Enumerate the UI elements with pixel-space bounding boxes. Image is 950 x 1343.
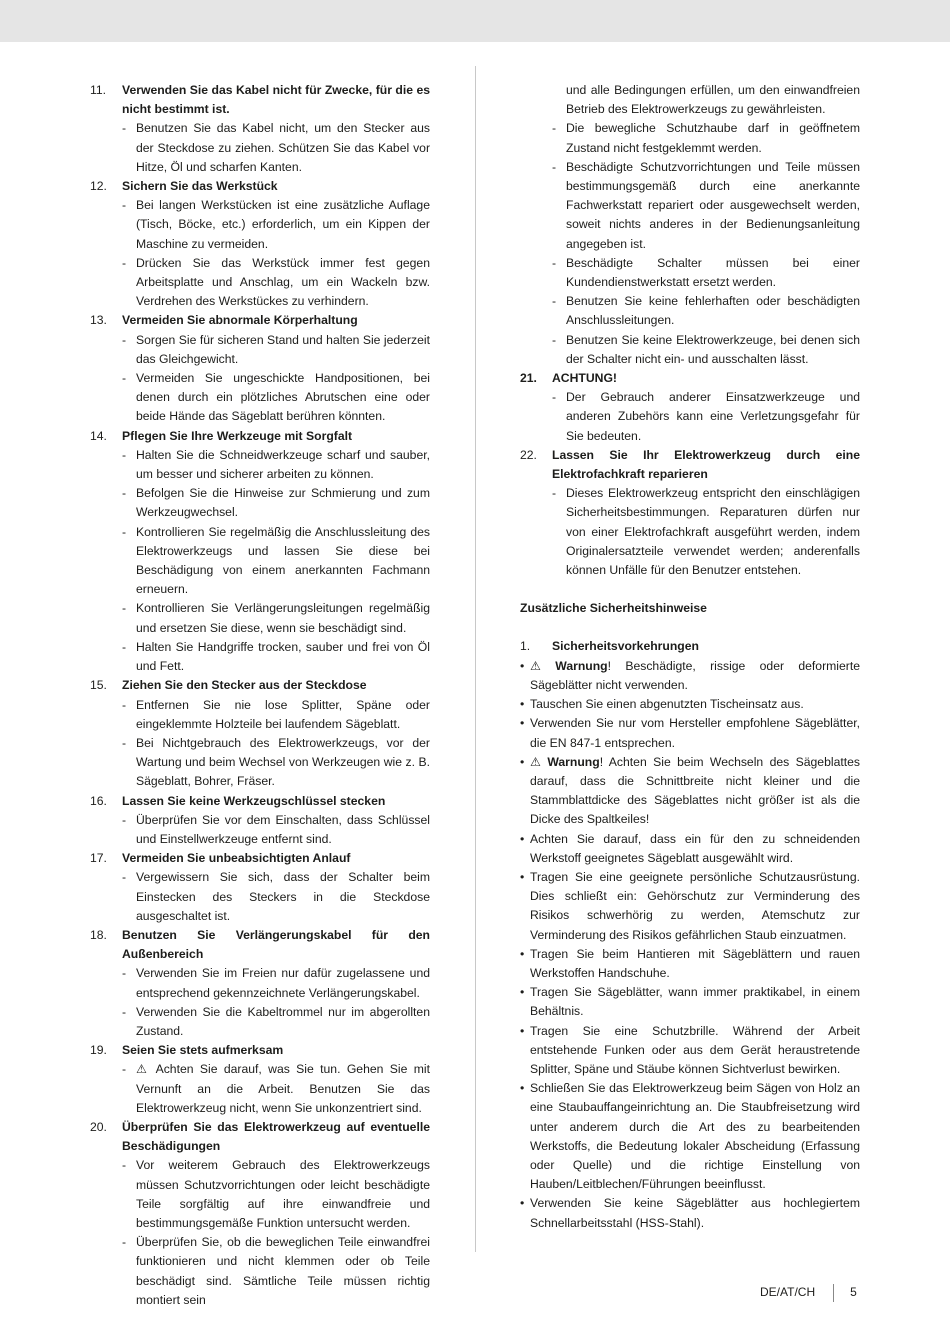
- bullet-dot: •: [520, 985, 525, 1000]
- bullet-text: Verwenden Sie keine Sägeblätter aus hochlegiertem Schnellarbeitsstahl (HSS-Stahl).: [530, 1196, 860, 1230]
- left-column: [90, 81, 430, 1310]
- item-title: Verwenden Sie das Kabel nicht für Zwecke, für die es nicht bestimmt ist.: [122, 83, 430, 117]
- list-item: 16. Lassen Sie keine Werkzeugschlüssel stecken - Überprüfen Sie vor dem Einschalten, dass Schlüssel und Einstellwerkzeuge entfernt sind.: [90, 792, 430, 850]
- sub-item: Verwenden Sie die Kabeltrommel nur im abgerollten Zustand.: [136, 1004, 430, 1038]
- bullet-text: ! Achten Sie beim Wechseln des Sägeblattes darauf, dass die Schnittbreite nicht kleiner und die Stammblattdicke des Sägeblattes nicht größer ist als die Dicke des Spaltkeiles!: [530, 754, 860, 827]
- bullet-text: Verwenden Sie nur vom Hersteller empfohlene Sägeblätter, die EN 847-1 entsprechen.: [530, 716, 860, 750]
- column-divider: [475, 66, 476, 1252]
- item-title: Ziehen Sie den Stecker aus der Steckdose: [122, 678, 367, 693]
- bullet-dot: •: [520, 869, 525, 884]
- item-number: 22.: [520, 447, 537, 462]
- list-item: 15. Ziehen Sie den Stecker aus der Steckdose - Entfernen Sie nie lose Splitter, Späne oder eingeklemmte Holzteile bei laufendem Sägeblatt. - Bei Nichtgebrauch des Elektrowerkzeugs, vor der Wartung und beim Wechsel von Werkzeugen wie z. B. Sägeblatt, Bohrer, Fräser.: [90, 676, 430, 791]
- sub-item: Kontrollieren Sie regelmäßig die Anschlussleitung des Elektrowerkzeugs und lassen Sie diese bei Beschädigung von einem anerkannten Fachmann erneuern.: [136, 524, 430, 597]
- sub-item: Sorgen Sie für sicheren Stand und halten Sie jederzeit das Gleichgewicht.: [136, 332, 430, 366]
- bullet-text: ! Beschädigte, rissige oder deformierte Sägeblätter nicht verwenden.: [530, 658, 860, 692]
- item-title: Benutzen Sie Verlängerungskabel für den Außenbereich: [122, 927, 430, 962]
- item-number: 19.: [90, 1043, 107, 1058]
- item-number: 11.: [90, 83, 107, 97]
- sub-item: Dieses Elektrowerkzeug entspricht den einschlägigen Sicherheitsbestimmungen. Reparaturen dürfen nur von einer Elektrofachkraft ausgeführt werden, indem Originalersatzteile verwendet werden; anderenfalls können Unfälle für den Benutzer entstehen.: [566, 486, 860, 578]
- continued-text: und alle Bedingungen erfüllen, um den einwandfreien Betrieb des Elektrowerkzeugs zu gewährleisten.: [566, 83, 860, 117]
- warning-word: Warnung: [547, 754, 600, 769]
- bullet-text: Tragen Sie eine geeignete persönliche Schutzausrüstung. Dies schließt ein: Gehörschutz zur Verminderung des Risikos schwerhörig zu werden, Atemschutz zur Verminderung des Risikos gefährlichen Staub einzuatmen.: [530, 869, 860, 942]
- footer-divider: [833, 1284, 834, 1302]
- sub-item: Bei langen Werkstücken ist eine zusätzliche Auflage (Tisch, Böcke, etc.) erforderlich, um ein Kippen der Maschine zu vermeiden.: [136, 198, 430, 251]
- bullet-text: Tragen Sie eine Schutzbrille. Während der Arbeit entstehende Funken oder aus dem Gerät heraustretende Splitter, Späne und Stäube können Sichtverlust bewirken.: [530, 1023, 860, 1076]
- list-item: 19. Seien Sie stets aufmerksam - ⚠ Achten Sie darauf, was Sie tun. Gehen Sie mit Vernunft an die Arbeit. Benutzen Sie das Elektrowerkzeug nicht, wenn Sie unkonzentriert sind.: [90, 1041, 430, 1118]
- bullet-text: Tragen Sie Sägeblätter, wann immer praktikabel, in einem Behältnis.: [530, 985, 860, 1019]
- sub-item: Die bewegliche Schutzhaube darf in geöffnetem Zustand nicht festgeklemmt werden.: [566, 121, 860, 155]
- item-title: ACHTUNG!: [552, 371, 617, 386]
- item-title: Sicherheitsvorkehrungen: [552, 639, 699, 654]
- bullet-dot: •: [520, 831, 525, 846]
- list-item: 12. Sichern Sie das Werkstück - Bei langen Werkstücken ist eine zusätzliche Auflage (Tisch, Böcke, etc.) erforderlich, um ein Kippen der Maschine zu vermeiden. - Drücken Sie das Werkstück immer fest gegen Arbeitsplatte und Anschlag, um ein Wackeln bzw. Verdrehen des Werkstückes zu verhindern.: [90, 177, 430, 311]
- sub-item: Benutzen Sie keine fehlerhaften oder beschädigten Anschlussleitungen.: [566, 294, 860, 328]
- sub-item: Drücken Sie das Werkstück immer fest gegen Arbeitsplatte und Anschlag, um ein Wackeln bzw. Verdrehen des Werkstückes zu verhindern.: [136, 255, 430, 309]
- list-item: [520, 657, 860, 695]
- list-item: [520, 830, 860, 868]
- sub-item: Überprüfen Sie vor dem Einschalten, dass Schlüssel und Einstellwerkzeuge entfernt sind.: [136, 812, 430, 846]
- list-item: [520, 983, 860, 1021]
- sub-item: Vermeiden Sie ungeschickte Handpositionen, bei denen durch ein plötzliches Abrutschen eine oder beide Hände das Sägeblatt berühren könnten.: [136, 371, 430, 424]
- sub-item: ⚠ Achten Sie darauf, was Sie tun. Gehen Sie mit Vernunft an die Arbeit. Benutzen Sie das Elektrowerkzeug nicht, wenn Sie unkonzentriert sind.: [136, 1062, 430, 1115]
- bullet-list: [520, 657, 860, 1233]
- list-item: [520, 695, 860, 714]
- warning-word: Warnung: [555, 658, 608, 673]
- bullet-dot: •: [520, 1023, 525, 1038]
- list-item: 17. Vermeiden Sie unbeabsichtigten Anlauf - Vergewissern Sie sich, dass der Schalter beim Einstecken des Steckers in die Steckdose ausgeschaltet ist.: [90, 849, 430, 926]
- sub-item: Vor weiterem Gebrauch des Elektrowerkzeugs müssen Schutzvorrichtungen oder leicht beschädigte Teile sorgfältig auf ihre einwandfreie und bestimmungsgemäße Funktion untersucht werden.: [136, 1158, 430, 1230]
- bullet-text: Tragen Sie beim Hantieren mit Sägeblättern und rauen Werkstoffen Handschuhe.: [530, 946, 860, 980]
- bullet-text: Achten Sie darauf, dass ein für den zu schneidenden Werkstoff geeignetes Sägeblatt ausgewählt wird.: [530, 831, 860, 865]
- item-number: 17.: [90, 851, 107, 866]
- list-item: [520, 1079, 860, 1194]
- list-item: 21. ACHTUNG! - Der Gebrauch anderer Einsatzwerkzeuge und anderen Zubehörs kann eine Verletzungsgefahr für Sie bedeuten.: [520, 369, 860, 446]
- item-title: Sichern Sie das Werkstück: [122, 179, 278, 194]
- warning-icon: ⚠: [530, 754, 541, 769]
- item-number: 13.: [90, 313, 107, 328]
- item-number: 16.: [90, 793, 107, 808]
- page-footer: [760, 1283, 857, 1303]
- sub-item: Beschädigte Schalter müssen bei einer Kundendienstwerkstatt ersetzt werden.: [566, 255, 860, 290]
- item-title: Vermeiden Sie abnormale Körperhaltung: [122, 313, 358, 328]
- list-item: 18. Benutzen Sie Verlängerungskabel für den Außenbereich - Verwenden Sie im Freien nur dafür zugelassene und entsprechend gekennzeichnete Verlängerungskabel. - Verwenden Sie die Kabeltrommel nur im abgerollten Zustand.: [90, 926, 430, 1041]
- list-item: 13. Vermeiden Sie abnormale Körperhaltung - Sorgen Sie für sicheren Stand und halten Sie jederzeit das Gleichgewicht. - Vermeiden Sie ungeschickte Handpositionen, bei denen durch ein plötzliches Abrutschen eine oder beide Hände das Sägeblatt berühren könnten.: [90, 311, 430, 426]
- list-item: 20. Überprüfen Sie das Elektrowerkzeug auf eventuelle Beschädigungen - Vor weiterem Gebrauch des Elektrowerkzeugs müssen Schutzvorrichtungen oder leicht beschädigte Teile sorgfältig auf ihre einwandfreie und bestimmungsgemäße Funktion untersucht werden. - Überprüfen Sie, ob die beweglichen Teile einwandfrei funktionieren und nicht klemmen oder ob Teile beschädigt sind. Sämtliche Teile müssen richtig montiert sein: [90, 1118, 430, 1310]
- bullet-dot: •: [520, 1081, 525, 1096]
- list-item: 22. Lassen Sie Ihr Elektrowerkzeug durch eine Elektrofachkraft reparieren - Dieses Elektrowerkzeug entspricht den einschlägigen Sicherheitsbestimmungen. Reparaturen dürfen nur von einer Elektrofachkraft ausgeführt werden, indem Originalersatzteile verwendet werden; anderenfalls können Unfälle für den Benutzer entstehen.: [520, 446, 860, 580]
- item-title: Lassen Sie Ihr Elektrowerkzeug durch eine Elektrofachkraft reparieren: [552, 447, 860, 482]
- item-number: 1.: [520, 639, 531, 654]
- list-item: 14. Pflegen Sie Ihre Werkzeuge mit Sorgfalt - Halten Sie die Schneidwerkzeuge scharf und sauber, um besser und sicherer arbeiten zu können. - Befolgen Sie die Hinweise zur Schmierung und zum Werkzeugwechsel. - Kontrollieren Sie regelmäßig die Anschlussleitung des Elektrowerkzeugs und lassen Sie diese bei Beschädigung von einem anerkannten Fachmann erneuern. - Kontrollieren Sie Verlängerungsleitungen regelmäßig und ersetzen Sie diese, wenn sie beschädigt sind. - Halten Sie Handgriffe trocken, sauber und frei von Öl und Fett.: [90, 427, 430, 677]
- item-title: Lassen Sie keine Werkzeugschlüssel stecken: [122, 793, 386, 808]
- warning-icon: ⚠: [530, 658, 541, 673]
- list-item: [520, 945, 860, 983]
- sub-item: Halten Sie die Schneidwerkzeuge scharf und sauber, um besser und sicherer arbeiten zu können.: [136, 447, 430, 482]
- sub-item: Entfernen Sie nie lose Splitter, Späne oder eingeklemmte Holzteile bei laufendem Sägeblatt.: [136, 697, 430, 731]
- bullet-dot: •: [520, 658, 525, 673]
- sub-item: Beschädigte Schutzvorrichtungen und Teile müssen bestimmungsgemäß durch eine anerkannte Fachwerkstatt repariert oder ausgewechselt werden, soweit nichts anderes in der Bedienungsanleitung angegeben ist.: [566, 159, 860, 251]
- bullet-text: Tauschen Sie einen abgenutzten Tischeinsatz aus.: [530, 697, 804, 712]
- warning-label: [530, 659, 608, 673]
- list-item: [520, 714, 860, 752]
- sub-item: Benutzen Sie keine Elektrowerkzeuge, bei denen sich der Schalter nicht ein- und ausschalten lässt.: [566, 332, 860, 366]
- item-number: 15.: [90, 678, 107, 693]
- sub-item: Halten Sie Handgriffe trocken, sauber und frei von Öl und Fett.: [136, 639, 430, 674]
- bullet-dot: •: [520, 697, 525, 712]
- top-bar: [0, 0, 950, 42]
- list-item: [520, 1194, 860, 1232]
- item-title: Pflegen Sie Ihre Werkzeuge mit Sorgfalt: [122, 428, 353, 443]
- list-item: [520, 753, 860, 830]
- sub-item: Überprüfen Sie, ob die beweglichen Teile einwandfrei funktionieren und nicht klemmen oder ob Teile beschädigt sind. Sämtliche Teile müssen richtig montiert sein: [136, 1235, 430, 1307]
- sub-item: Bei Nichtgebrauch des Elektrowerkzeugs, vor der Wartung und beim Wechsel von Werkzeugen wie z. B. Sägeblatt, Bohrer, Fräser.: [136, 735, 430, 789]
- sub-item: Kontrollieren Sie Verlängerungsleitungen regelmäßig und ersetzen Sie diese, wenn sie beschädigt sind.: [136, 601, 430, 635]
- item-number: 21.: [520, 371, 537, 386]
- locale-label: DE/AT/CH: [760, 1285, 816, 1300]
- sub-item: Der Gebrauch anderer Einsatzwerkzeuge und anderen Zubehörs kann eine Verletzungsgefahr für Sie bedeuten.: [566, 390, 860, 443]
- list-item: 11. Verwenden Sie das Kabel nicht für Zwecke, für die es nicht bestimmt ist. - Benutzen Sie das Kabel nicht, um den Stecker aus der Steckdose zu ziehen. Schützen Sie das Kabel vor Hitze, Öl und scharfen Kanten.: [90, 81, 430, 177]
- right-column: und alle Bedingungen erfüllen, um den einwandfreien Betrieb des Elektrowerkzeugs zu gewährleisten. - Die bewegliche Schutzhaube darf in geöffnetem Zustand nicht festgeklemmt werden. - Beschädigte Schutzvorrichtungen und Teile müssen bestimmungsgemäß durch eine anerkannte Fachwerkstatt repariert oder ausgewechselt werden, soweit nichts anderes in der Bedienungsanleitung angegeben ist. - Beschädigte Schalter müssen bei einer Kundendienstwerkstatt ersetzt werden. - Benutzen Sie keine fehlerhaften oder beschädigten Anschlussleitungen. - Benutzen Sie keine Elektrowerkzeuge, bei denen sich der Schalter nicht ein- und ausschalten lässt. 21. ACHTUNG! - Der Gebrauch anderer Einsatzwerkzeuge und anderen Zubehörs kann eine Verletzungsgefahr für Sie bedeuten. 22. Lassen Sie Ihr Elektrowerkzeug durch eine Elektrofachkraft reparieren - Dieses Elektrowerkzeug entspricht den einschlägigen Sicherheitsbestimmungen. Reparaturen dürfen nur von einer Elektrofachkraft ausgeführt werden, indem Originalersatzteile verwendet werden; anderenfalls können Unfälle für den Benutzer entstehen. Zusätzliche Sicherheitshinweise 1. Sicherheitsvorkehrungen • ⚠ Warnung! Beschädigte, rissige oder deformierte Sägeblätter nicht verwenden. • Tauschen Sie einen abgenutzten Tischeinsatz aus. • Verwenden Sie nur vom Hersteller empfohlene Sägeblätter, die EN 847-1 entsprechen. • ⚠ Warnung! Achten Sie beim Wechseln des Sägeblattes darauf, dass die Schnittbreite nicht kleiner und die Stammblattdicke des Sägeblattes nicht größer ist als die Dicke des Spaltkeiles! • Achten Sie darauf, dass ein für den zu schneidenden Werkstoff geeignetes Sägeblatt ausgewählt wird. • Tragen Sie eine geeignete persönliche Schutzausrüstung. Dies schließt ein: Gehörschutz zur Verminderung des Risikos schwerhörig zu werden, Atemschutz zur Verminderung des Risikos gefährlichen Staub einzuatmen. • Tragen Sie beim Hantieren mit Sägeblättern und rauen Werkstoffen Handschuhe. • Tragen Sie Sägeblätter, wann immer praktikabel, in einem Behältnis. • Tragen Sie eine Schutzbrille. Während der Arbeit entstehende Funken oder aus dem Gerät heraustretende Splitter, Späne und Stäube können Sichtverlust bewirken. • Schließen Sie das Elektrowerkzeug beim Sägen von Holz an eine Staubauffangeinrichtung an. Die Staubfreisetzung wird unter anderem durch die Art des zu bearbeitenden Werkstoffs, die Bedeutung lokaler Abscheidung (Erfassung oder Quelle) und die richtige Einstellung von Hauben/Leitblechen/Führungen beeinflusst. • Verwenden Sie keine Sägeblätter aus hochlegiertem Schnellarbeitsstahl (HSS-Stahl).: [520, 81, 860, 1233]
- item-title: Überprüfen Sie das Elektrowerkzeug auf eventuelle Beschädigungen: [122, 1119, 430, 1154]
- warning-label: [530, 755, 600, 769]
- section-heading: Zusätzliche Sicherheitshinweise: [520, 601, 707, 616]
- item-number: 20.: [90, 1119, 107, 1134]
- bullet-dot: •: [520, 716, 525, 731]
- sub-item: Befolgen Sie die Hinweise zur Schmierung und zum Werkzeugwechsel.: [136, 486, 430, 520]
- bullet-dot: •: [520, 1196, 525, 1211]
- item-title: Vermeiden Sie unbeabsichtigten Anlauf: [122, 851, 351, 866]
- sub-item: Verwenden Sie im Freien nur dafür zugelassene und entsprechend gekennzeichnete Verlängerungskabel.: [136, 966, 430, 1000]
- page-number: 5: [850, 1285, 857, 1300]
- sub-item: Vergewissern Sie sich, dass der Schalter beim Einstecken des Steckers in die Steckdose ausgeschaltet ist.: [136, 870, 430, 923]
- item-number: 18.: [90, 927, 107, 942]
- item-title: Seien Sie stets aufmerksam: [122, 1043, 284, 1058]
- bullet-dot: •: [520, 754, 525, 769]
- bullet-dot: •: [520, 946, 525, 961]
- list-item: [520, 868, 860, 945]
- bullet-text: Schließen Sie das Elektrowerkzeug beim Sägen von Holz an eine Staubauffangeinrichtung an. Die Staubfreisetzung wird unter anderem durch die Art des zu bearbeitenden Werkstoffs, die Bedeutung lokaler Abscheidung (Erfassung oder Quelle) und die richtige Einstellung von Hauben/Leitblechen/Führungen beeinflusst.: [530, 1081, 860, 1192]
- item-number: 14.: [90, 428, 107, 443]
- item-number: 12.: [90, 179, 107, 194]
- sub-item: Benutzen Sie das Kabel nicht, um den Stecker aus der Steckdose zu ziehen. Schützen Sie das Kabel vor Hitze, Öl und scharfen Kanten.: [136, 121, 430, 174]
- list-item: [520, 1022, 860, 1080]
